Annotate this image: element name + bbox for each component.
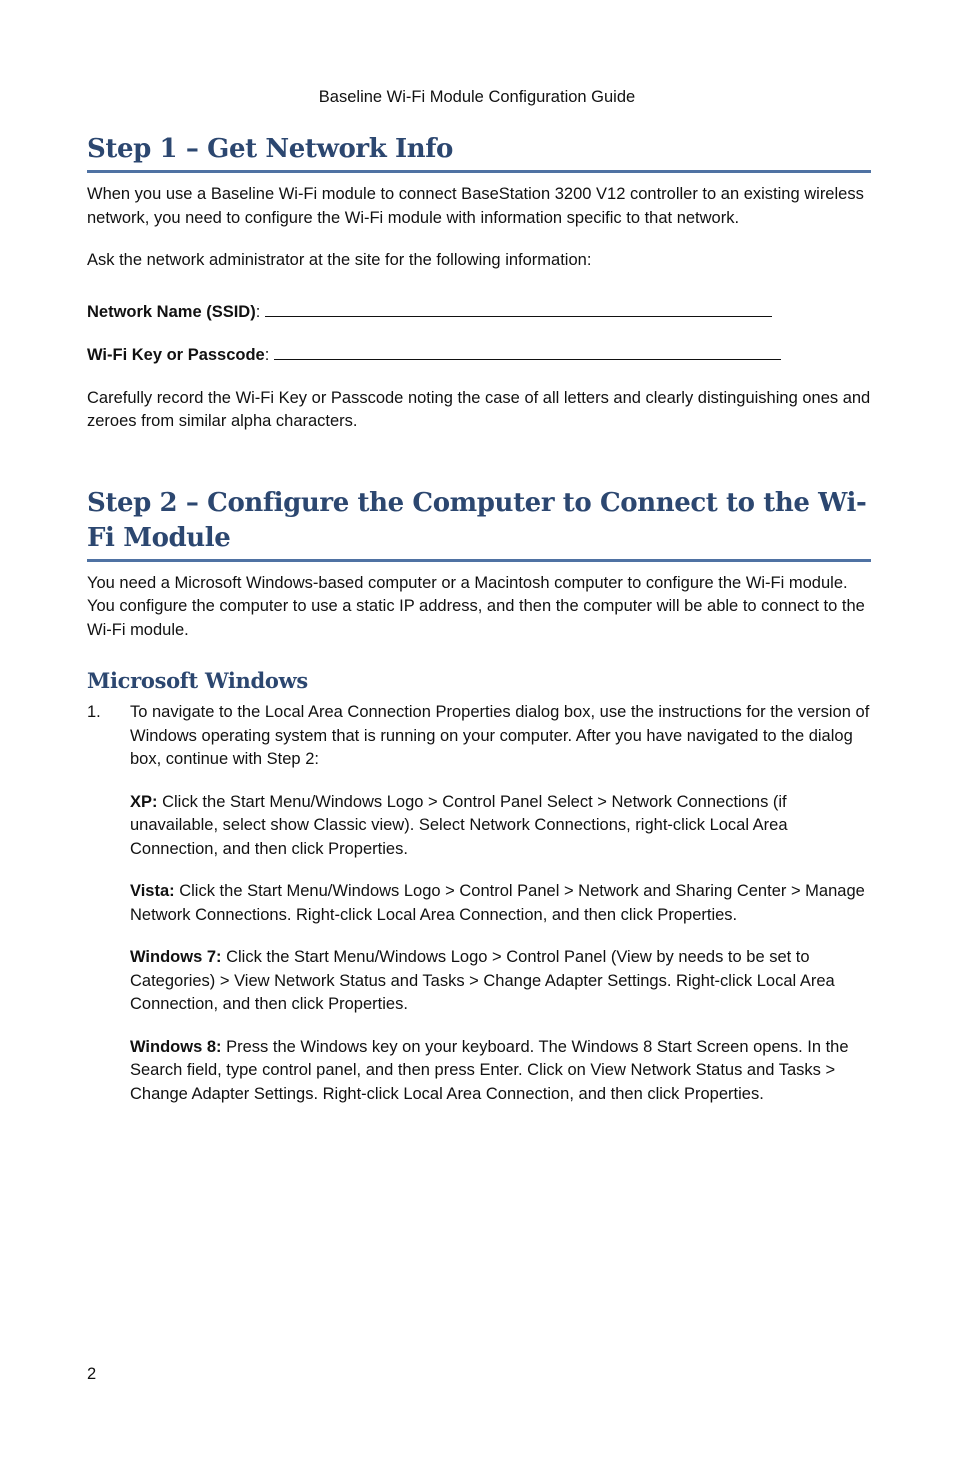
windows-heading: Microsoft Windows bbox=[87, 668, 308, 693]
step1-ask: Ask the network administrator at the site for the following information: bbox=[87, 251, 592, 269]
xp-instructions bbox=[130, 791, 871, 862]
vista-label: Vista: bbox=[130, 882, 175, 900]
passcode-separator: : bbox=[264, 346, 270, 364]
step1-note: Carefully record the Wi-Fi Key or Passcode noting the case of all letters and clearly distinguishing ones and zeroes from similar alpha characters. bbox=[87, 388, 871, 430]
ssid-label: Network Name (SSID) bbox=[87, 302, 256, 321]
list-item-text: To navigate to the Local Area Connection Properties dialog box, use the instructions for the version of Windows operating system that is running on your computer. After you have navigated to the dialog box, continue with Step 2: bbox=[130, 703, 870, 768]
ssid-field bbox=[87, 301, 871, 325]
win8-instructions bbox=[130, 1036, 871, 1107]
win8-text: Press the Windows key on your keyboard. The Windows 8 Start Screen opens. In the Search field, type control panel, and then press Enter. Click on View Network Status and Tasks > Change Adapter Settings. Right-click Local Area Connection, and then click Properties. bbox=[130, 1037, 849, 1103]
document-body bbox=[87, 132, 871, 1106]
xp-label: XP: bbox=[130, 792, 158, 811]
win7-instructions bbox=[130, 946, 871, 1017]
running-header: Baseline Wi-Fi Module Configuration Guide bbox=[318, 88, 636, 106]
step2-heading: Step 2 – Configure the Computer to Connect to the Wi-Fi Module bbox=[87, 486, 871, 562]
passcode-label: Wi-Fi Key or Passcode bbox=[87, 346, 265, 364]
ssid-separator: : bbox=[255, 302, 261, 321]
passcode-field bbox=[87, 344, 871, 368]
list-number: 1. bbox=[87, 703, 101, 721]
win7-text: Click the Start Menu/Windows Logo > Control Panel (View by needs to be set to Categories) > View Network Status and Tasks > Change Adapter Settings. Right-click Local Area Connection, and then click Properties. bbox=[130, 948, 835, 1013]
step2-intro: You need a Microsoft Windows-based computer or a Macintosh computer to configure the Wi-Fi module. You configure the computer to use a static IP address, and then the computer will be able to connect to the Wi-Fi module. bbox=[87, 573, 865, 639]
passcode-blank-line bbox=[274, 345, 781, 360]
list-item bbox=[87, 701, 871, 772]
step1-heading: Step 1 – Get Network Info bbox=[87, 132, 871, 173]
page-number: 2 bbox=[87, 1365, 97, 1383]
step1-intro: When you use a Baseline Wi-Fi module to connect BaseStation 3200 V12 controller to an existing wireless network, you need to configure the Wi-Fi module with information specific to that network. bbox=[87, 185, 864, 227]
win7-label: Windows 7: bbox=[130, 948, 222, 966]
vista-instructions bbox=[130, 880, 871, 927]
vista-text: Click the Start Menu/Windows Logo > Control Panel > Network and Sharing Center > Manage Network Connections. Right-click Local Area Connection, and then click Properties. bbox=[130, 882, 865, 924]
xp-text: Click the Start Menu/Windows Logo > Control Panel Select > Network Connections (if unavailable, select show Classic view). Select Network Connections, right-click Local Area Connection, and then click Properties. bbox=[130, 792, 788, 858]
ssid-blank-line bbox=[265, 302, 772, 317]
win8-label: Windows 8: bbox=[130, 1037, 222, 1056]
